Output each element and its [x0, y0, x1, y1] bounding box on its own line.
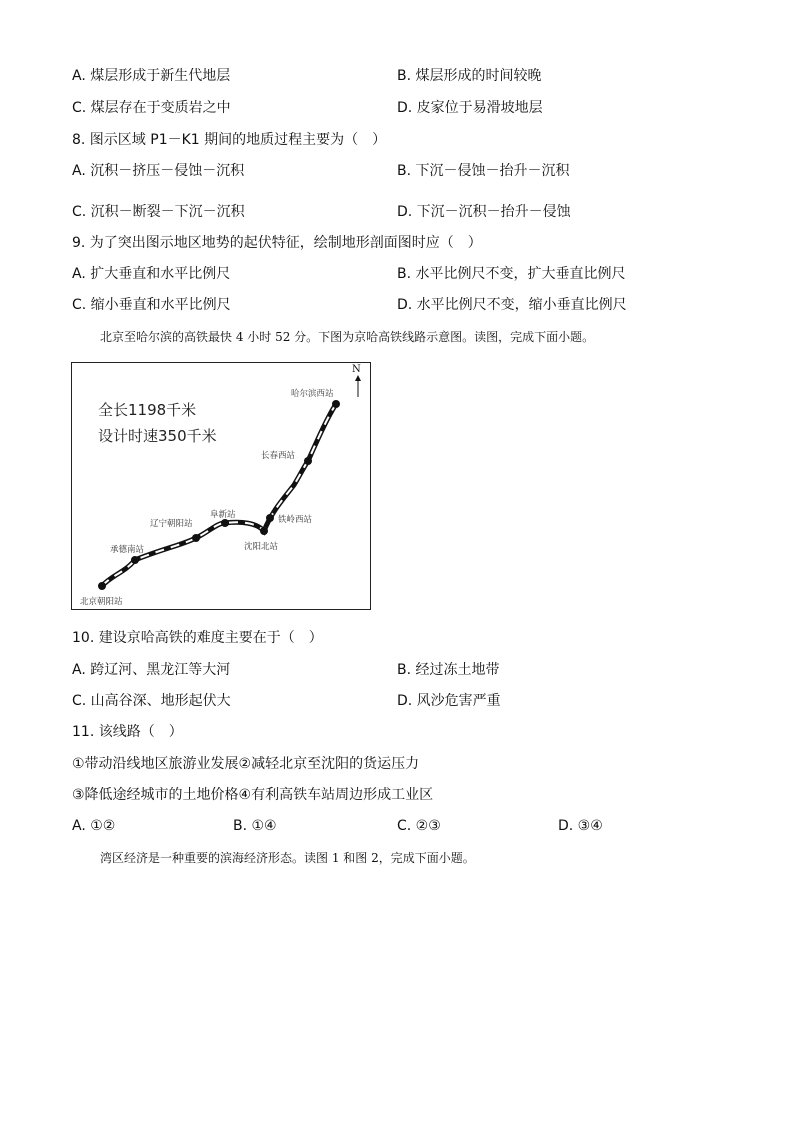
q9-option-b: B. 水平比例尺不变，扩大垂直比例尺: [397, 266, 626, 282]
station-label-beijing: 北京朝阳站: [80, 597, 123, 607]
station-dot-fuxin: [221, 519, 229, 527]
rail-route-map: [71, 362, 371, 610]
q11-stem: 11. 该线路（ ）: [72, 724, 183, 740]
station-dot-chaoyang: [192, 534, 200, 542]
map-length-label: 全长1198千米: [98, 401, 197, 419]
q7-option-d: D. 皮家位于易滑坡地层: [397, 100, 543, 116]
station-label-harbin: 哈尔滨西站: [291, 389, 334, 399]
q7-option-c: C. 煤层存在于变质岩之中: [72, 100, 231, 116]
station-label-shenyang: 沈阳北站: [244, 542, 279, 552]
q7-option-b: B. 煤层形成的时间较晚: [397, 68, 542, 84]
station-dot-tieling: [266, 514, 274, 522]
q9-option-c: C. 缩小垂直和水平比例尺: [72, 297, 231, 313]
station-dot-shenyang: [260, 527, 268, 535]
q8-stem: 8. 图示区域 P1－K1 期间的地质过程主要为（ ）: [72, 132, 387, 148]
q10-option-b: B. 经过冻土地带: [397, 662, 500, 678]
q11-statements-2: ③降低途经城市的土地价格④有利高铁车站周边形成工业区: [72, 787, 434, 803]
q9-option-d: D. 水平比例尺不变，缩小垂直比例尺: [397, 297, 627, 313]
q8-option-b: B. 下沉－侵蚀－抬升－沉积: [397, 163, 570, 179]
north-arrow-head: [355, 375, 361, 381]
q9-option-a: A. 扩大垂直和水平比例尺: [72, 266, 231, 282]
intro-passage-rail: 北京至哈尔滨的高铁最快 4 小时 52 分。下图为京哈高铁线路示意图。读图，完成下面小题。: [100, 330, 595, 344]
q11-option-a: A. ①②: [72, 818, 116, 834]
station-label-tieling: 铁岭西站: [278, 515, 313, 525]
map-speed-label: 设计时速350千米: [98, 427, 217, 445]
q11-option-b: B. ①④: [233, 818, 277, 834]
q11-option-c: C. ②③: [397, 818, 441, 834]
station-dot-changchun: [304, 457, 312, 465]
q10-option-d: D. 风沙危害严重: [397, 693, 501, 709]
q8-option-d: D. 下沉－沉积－抬升－侵蚀: [397, 204, 571, 220]
q10-option-c: C. 山高谷深、地形起伏大: [72, 693, 231, 709]
station-label-changchun: 长春西站: [261, 451, 296, 461]
station-dot-beijing: [98, 582, 106, 590]
q8-option-a: A. 沉积－挤压－侵蚀－沉积: [72, 163, 245, 179]
q7-option-a: A. 煤层形成于新生代地层: [72, 68, 231, 84]
north-label: N: [352, 364, 361, 375]
station-label-chaoyang: 辽宁朝阳站: [150, 519, 193, 529]
intro-passage-bay: 湾区经济是一种重要的滨海经济形态。读图 1 和图 2，完成下面小题。: [100, 851, 475, 865]
q9-stem: 9. 为了突出图示地区地势的起伏特征，绘制地形剖面图时应（ ）: [72, 235, 482, 251]
q10-stem: 10. 建设京哈高铁的难度主要在于（ ）: [72, 630, 323, 646]
q11-option-d: D. ③④: [558, 818, 603, 834]
q10-option-a: A. 跨辽河、黑龙江等大河: [72, 662, 231, 678]
station-label-chengde: 承德南站: [110, 545, 145, 555]
q8-option-c: C. 沉积－断裂－下沉－沉积: [72, 204, 245, 220]
station-label-fuxin: 阜新站: [210, 510, 236, 520]
station-dot-harbin: [332, 400, 340, 408]
station-dot-chengde: [131, 556, 139, 564]
q11-statements-1: ①带动沿线地区旅游业发展②减轻北京至沈阳的货运压力: [72, 756, 420, 772]
